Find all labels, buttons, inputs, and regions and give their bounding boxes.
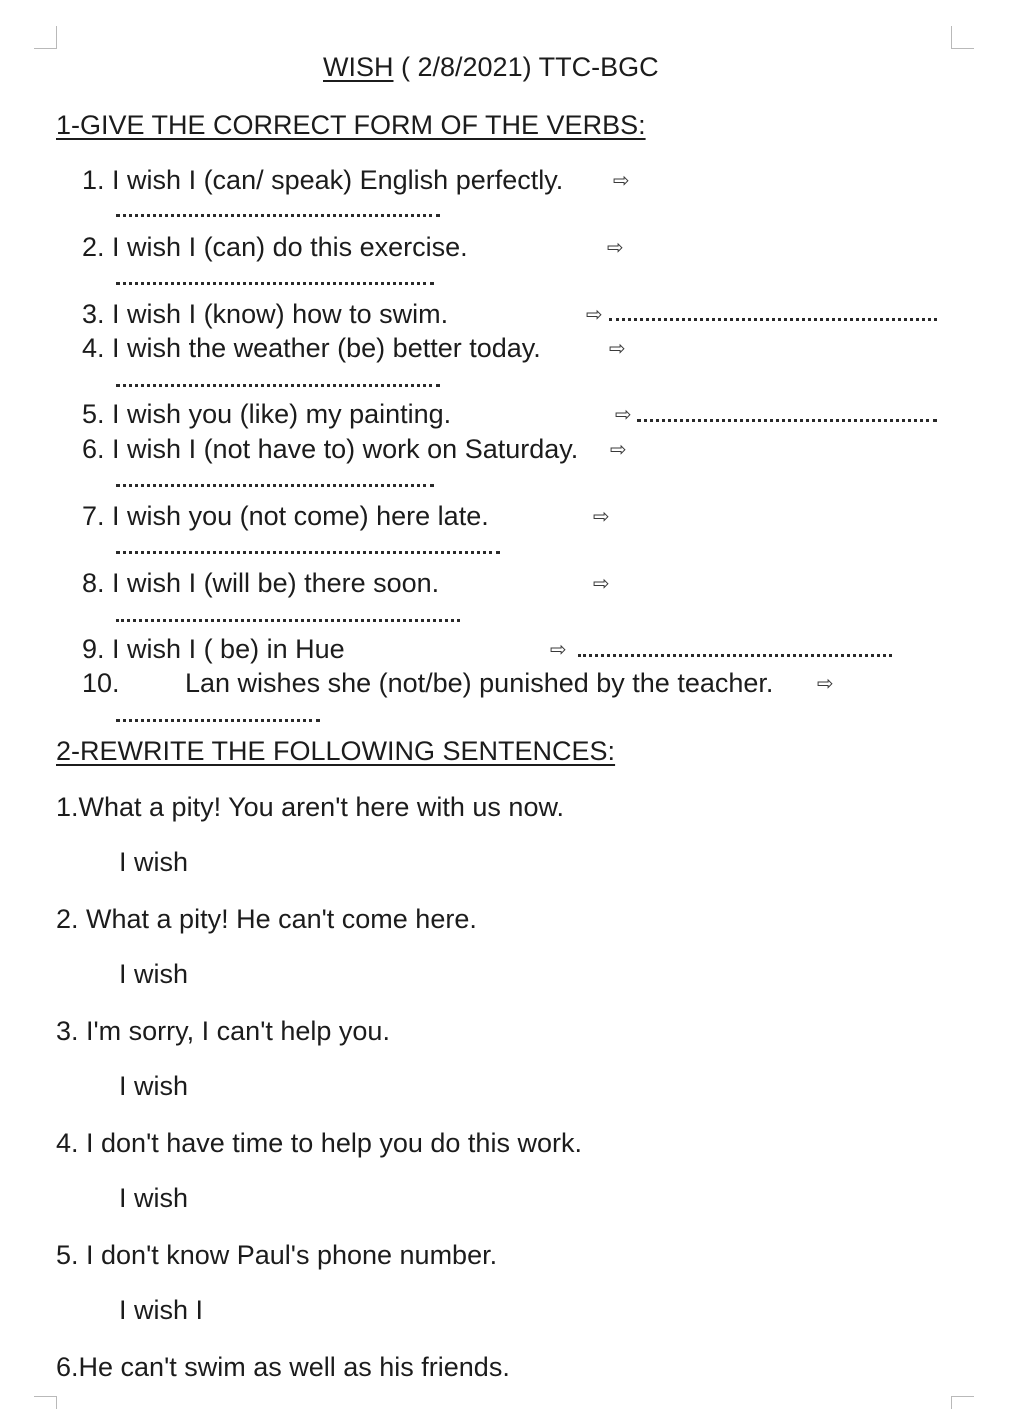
- arrow-icon: ⇨: [593, 571, 610, 595]
- page-title: [323, 50, 659, 84]
- answer-line: [637, 419, 937, 422]
- rewrite-answer: I wish: [119, 1183, 189, 1213]
- item-number: 7.: [82, 501, 105, 531]
- exercise-item-1: [82, 163, 563, 197]
- rewrite-answer: I wish: [119, 1071, 189, 1101]
- arrow-icon: ⇨: [613, 168, 630, 192]
- rewrite-prompt: 5. I don't know Paul's phone number.: [56, 1240, 498, 1270]
- arrow-icon: ⇨: [550, 637, 567, 661]
- exercise-item-10: [82, 666, 120, 700]
- item-text: I wish I (will be) there soon.: [112, 568, 440, 598]
- exercise-item-6: [82, 432, 578, 466]
- arrow-icon: ⇨: [593, 504, 610, 528]
- arrow-icon: ⇨: [615, 402, 632, 426]
- title-main: WISH: [323, 52, 394, 82]
- answer-line: [116, 282, 434, 285]
- item-text: I wish I (can) do this exercise.: [112, 232, 468, 262]
- answer-line: [116, 384, 440, 387]
- answer-line: [116, 619, 460, 622]
- answer-line: [578, 654, 892, 657]
- exercise-item-2: [82, 230, 468, 264]
- answer-line: [116, 484, 434, 487]
- section2-heading: 2-REWRITE THE FOLLOWING SENTENCES:: [56, 736, 616, 766]
- exercise-item-4: [82, 331, 541, 365]
- answer-line: [116, 551, 500, 554]
- item-text: I wish I (know) how to swim.: [112, 299, 449, 329]
- exercise-item-3: [82, 297, 448, 331]
- rewrite-prompt: 3. I'm sorry, I can't help you.: [56, 1016, 390, 1046]
- exercise-item-9: [82, 632, 345, 666]
- section1-heading: 1-GIVE THE CORRECT FORM OF THE VERBS:: [56, 110, 646, 140]
- item-text: I wish you (not come) here late.: [112, 501, 489, 531]
- rewrite-prompt: 6.He can't swim as well as his friends.: [56, 1352, 510, 1382]
- page-corner-mark: [34, 1396, 57, 1409]
- item-number: 8.: [82, 568, 105, 598]
- exercise-item-7: [82, 499, 489, 533]
- item-number: 6.: [82, 434, 105, 464]
- item-number: 9.: [82, 634, 105, 664]
- rewrite-answer: I wish: [119, 847, 189, 877]
- item-text: I wish I (not have to) work on Saturday.: [112, 434, 579, 464]
- item-text: Lan wishes she (not/be) punished by the teacher.: [185, 668, 774, 698]
- item-number: 10.: [82, 668, 120, 698]
- arrow-icon: ⇨: [609, 336, 626, 360]
- answer-line: [116, 214, 440, 217]
- exercise-item-8: [82, 566, 439, 600]
- item-text: I wish I ( be) in Hue: [112, 634, 345, 664]
- item-number: 4.: [82, 333, 105, 363]
- arrow-icon: ⇨: [817, 671, 834, 695]
- answer-line: [609, 318, 937, 321]
- rewrite-answer: I wish: [119, 959, 189, 989]
- page-corner-mark: [34, 26, 57, 49]
- rewrite-prompt: 2. What a pity! He can't come here.: [56, 904, 477, 934]
- item-text: I wish the weather (be) better today.: [112, 333, 541, 363]
- rewrite-prompt: 1.What a pity! You aren't here with us now.: [56, 792, 564, 822]
- item-number: 2.: [82, 232, 105, 262]
- title-rest: ( 2/8/2021) TTC-BGC: [393, 52, 659, 82]
- arrow-icon: ⇨: [610, 437, 627, 461]
- page-corner-mark: [951, 26, 974, 49]
- arrow-icon: ⇨: [586, 302, 603, 326]
- exercise-item-5: [82, 397, 451, 431]
- page-corner-mark: [951, 1396, 974, 1409]
- rewrite-prompt: 4. I don't have time to help you do this work.: [56, 1128, 582, 1158]
- item-number: 5.: [82, 399, 105, 429]
- rewrite-answer: I wish I: [119, 1295, 204, 1325]
- item-number: 3.: [82, 299, 105, 329]
- answer-line: [116, 719, 320, 722]
- arrow-icon: ⇨: [607, 235, 624, 259]
- item-text: I wish you (like) my painting.: [112, 399, 452, 429]
- item-number: 1.: [82, 165, 105, 195]
- item-text: I wish I (can/ speak) English perfectly.: [112, 165, 564, 195]
